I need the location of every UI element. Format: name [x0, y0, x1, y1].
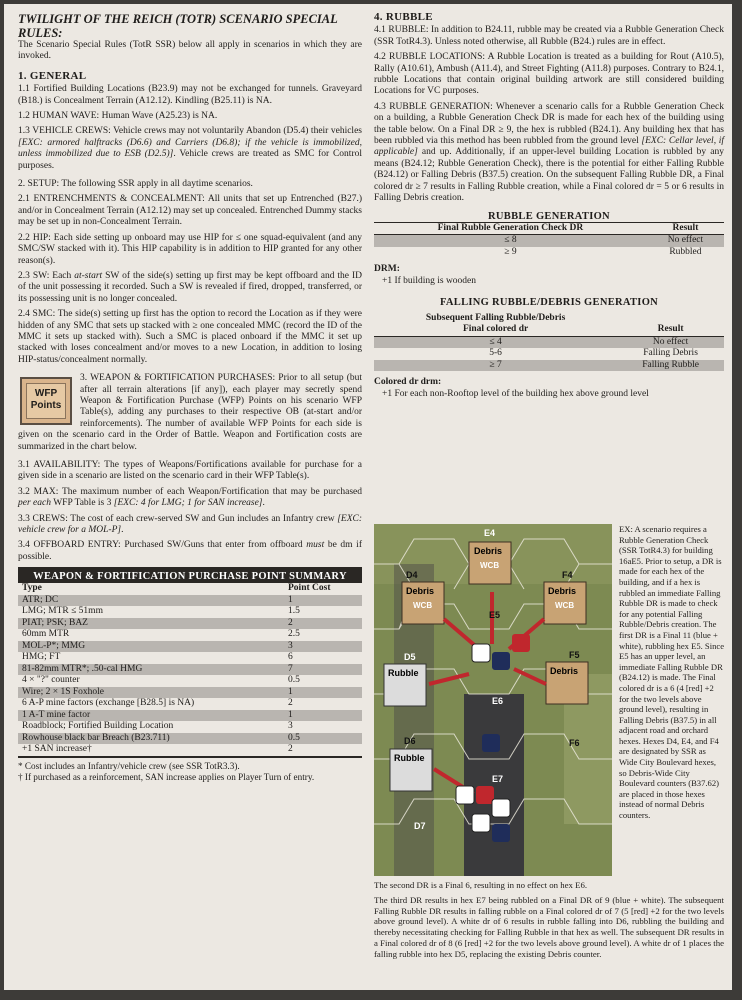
fr-dr: 5-6: [489, 348, 502, 359]
row-cost: 6: [288, 652, 293, 663]
purchase-row: [18, 652, 362, 664]
example-third-dr: The third DR results in hex E7 being rubbled on a Final DR of 9 (blue + white). The subsequent Falling Rubble DR results in falling rubble on a Final colored dr of 7 (5 [red] +2 for the two levels above ground level). A white dr of 6 results in rubble falling into D6, rubbling the building and thereby necessitating checking for Falling Rubble in that hex as well. The subsequent DR results in a Final colored dr of 8 (6 [red] +2 for the two levels above ground level). A white dr of 1 places the falling rubble into hex D5, replacing the existing Debris counter.: [374, 894, 724, 959]
rule-2-1: 2.1 ENTRENCHMENTS & CONCEALMENT: All units that set up Entrenched (B27.) and/or in Concealment Terrain (A12.12) may set up concealed. Entrenched Dummy stacks may be set up in non-Concealment Terrain.: [18, 194, 362, 228]
colored-drm-text: +1 For each non-Rooftop level of the building hex above ground level: [382, 388, 649, 399]
rg-dr: ≥ 9: [504, 246, 517, 257]
svg-text:D5: D5: [404, 652, 416, 662]
wfp-points-icon: WFP Points: [20, 377, 72, 425]
rubble-counter-d6: [390, 749, 432, 791]
example-map: [374, 524, 612, 876]
debris-counter-d4: [402, 582, 444, 624]
purchase-row: [18, 606, 362, 618]
svg-text:D6: D6: [404, 736, 416, 746]
example-second-dr: The second DR is a Final 6, resulting in no effect on hex E6.: [374, 880, 588, 890]
col-type: Type: [22, 583, 42, 594]
row-type: HMG; FT: [22, 652, 61, 663]
svg-text:Rubble: Rubble: [394, 753, 425, 763]
svg-text:E7: E7: [492, 774, 504, 784]
row-type: Rowhouse black bar Breach (B23.711): [22, 732, 170, 743]
fr-result: Falling Debris: [643, 348, 698, 359]
rg-dr: ≤ 8: [504, 235, 517, 246]
rubble-gen-row: [374, 247, 724, 259]
map-svg: [374, 524, 612, 876]
footnote-san: † If purchased as a reinforcement, SAN increase applies on Player Turn of entry.: [18, 771, 315, 782]
row-cost: 2: [288, 744, 293, 755]
rg-col-dr: Final Rubble Generation Check DR: [437, 222, 584, 233]
row-type: MOL-P*; MMG: [22, 640, 86, 651]
fr-col-dr-a: Subsequent Falling Rubble/Debris: [425, 312, 566, 323]
purchase-point-table: [18, 567, 362, 758]
rule-4-2: 4.2 RUBBLE LOCATIONS: A Rubble Location is treated as a building for Rout (A10.5), Rally (A10.61), Ambush (A11.4), and Street Fighting (A11.8) purposes. Contrary to B24.1, rubble Locations that contain original building artwork are still considered building Locations for VC purposes.: [374, 52, 724, 97]
purchase-row: [18, 664, 362, 676]
rule-4-1: 4.1 RUBBLE: In addition to B24.11, rubble may be created via a Rubble Generation Check (SSR TotR4.3). Unless noted otherwise, all Rubble (B24.) rules are in effect.: [374, 25, 724, 47]
falling-rubble-row: [374, 348, 724, 360]
rule-1-3: 1.3 VEHICLE CREWS: Vehicle crews may not voluntarily Abandon (D5.4) their vehicles [EXC: armored halftracks (D6.6) and Carriers (D6.8); if the vehicle is immobilized, unless immobilized due to ESB (D2.5)]. Vehicle crews are treated as SMC for Control purposes.: [18, 126, 362, 171]
fr-col-result: Result: [657, 324, 684, 335]
purchase-table-title: WEAPON & FORTIFICATION PURCHASE POINT SUMMARY: [18, 568, 362, 583]
row-cost: 0.5: [288, 732, 300, 743]
svg-text:Debris: Debris: [550, 666, 579, 676]
purchase-row: [18, 710, 362, 722]
building-e6-e7: [464, 694, 524, 876]
rule-2-2: 2.2 HIP: Each side setting up onboard may use HIP for ≤ one squad-equivalent (and any SMC/SW stacked with it). This HIP capability is in addition to HIP granted for any other reason(s).: [18, 232, 362, 266]
svg-text:E4: E4: [484, 528, 496, 538]
rule-3-4: 3.4 OFFBOARD ENTRY: Purchased SW/Guns that enter from offboard must be dm if possible.: [18, 540, 362, 562]
row-cost: 1.5: [288, 606, 300, 617]
purchase-row: [18, 629, 362, 641]
rubble-counter-d5: [384, 664, 426, 706]
row-cost: 2: [288, 617, 293, 628]
rule-2-4: 2.4 SMC: The side(s) setting up first has the option to record the Location as if they were hidden of any SMC that sets up stacked with ≥ one concealed MMC (record the ID of the MMC it sets up stacked with). Such a SMC is placed onboard if the MMC it set up stacked with loses concealment and/or moves to a new Location, in addition to losing HIP-status/concealment normally.: [18, 309, 362, 365]
rule-2-3: 2.3 SW: Each at-start SW of the side(s) setting up first may be kept offboard and the ID of the unit possessing it recorded. Such a SW is revealed if fired, dropped, transferred, or its possessing unit is no longer concealed.: [18, 270, 362, 304]
row-cost: 1: [288, 686, 293, 697]
rulebook-page: [4, 4, 732, 990]
fr-result: No effect: [652, 336, 689, 347]
row-cost: 0.5: [288, 675, 300, 686]
rule-2: 2. SETUP: The following SSR apply in all daytime scenarios.: [18, 179, 253, 190]
svg-text:Rubble: Rubble: [388, 668, 419, 678]
row-type: 60mm MTR: [22, 629, 70, 640]
drm-heading: DRM:: [374, 264, 400, 275]
rule-3-text: 3. WEAPON & FORTIFICATION PURCHASES: Prior to all setup (but after all terrain alterations [if any]), each player may secretly spend Weapon & Fortification Purchase (WFP) Points on his scenario WFP Table(s), adding any purchases to their respective OB (at-start and/or reinforcements). The number of available WFP Points for each side is given on the scenario card in the Order of Battle. Weapon and Fortification costs are summarized in the chart below.: [18, 373, 362, 452]
falling-rubble-row: [374, 336, 724, 348]
fr-result: Falling Rubble: [642, 359, 699, 370]
drm-text: +1 If building is wooden: [382, 275, 477, 286]
falling-rubble-title: FALLING RUBBLE/DEBRIS GENERATION: [439, 297, 659, 309]
rule-4-3: 4.3 RUBBLE GENERATION: Whenever a scenario calls for a Rubble Generation Check on a building, a Rubble Generation Check DR is made for each hex of the building using the table below. On a Final DR ≥ 9, the hex is rubbled (B24.1). Any building hex that has been rubbled via this method has been rubbled from the ground level [EXC: Cellar level, if applicable] and up. Additionally, if an upper-level building Location is rubbled by any means (B24.12; Rubble Generation Check), there is the potential for either Falling Rubble (B24.12) or Falling Debris (B37.5) creation. On the subsequent Falling Rubble DR, a Final colored dr ≥ 7 results in Falling Rubble creation, while a Final colored dr = 5 or 6 results in Falling Debris creation.: [374, 101, 724, 204]
colored-drm-heading: Colored dr drm:: [374, 377, 442, 388]
svg-text:F6: F6: [569, 738, 580, 748]
section-4-heading: 4. RUBBLE: [374, 11, 433, 23]
svg-text:Debris: Debris: [406, 586, 435, 596]
rg-col-result: Result: [672, 222, 699, 233]
svg-text:WCB: WCB: [555, 601, 575, 610]
rubble-gen-row: [374, 235, 724, 247]
svg-text:E6: E6: [492, 696, 504, 706]
row-cost: 2: [288, 698, 293, 709]
purchase-row: [18, 733, 362, 745]
rule-1-1: 1.1 Fortified Building Locations (B23.9) may not be exchanged for tunnels. Graveyard (B18.) is Concealment Terrain (A12.12). Kindling (B25.11) is NA.: [18, 84, 362, 106]
purchase-row: [18, 618, 362, 630]
rg-result: No effect: [667, 235, 704, 246]
rule-3-1: 3.1 AVAILABILITY: The types of Weapons/Fortifications available for purchase for a given side in a scenario are listed on the scenario card in their WFP Table(s).: [18, 460, 362, 482]
rubble-gen-table: [374, 222, 724, 259]
rule-1-2: 1.2 HUMAN WAVE: Human Wave (A25.23) is NA.: [18, 111, 218, 122]
row-cost: 1: [288, 709, 293, 720]
row-type: Roadblock; Fortified Building Location: [22, 721, 174, 732]
intro-text: The Scenario Special Rules (TotR SSR) below all apply in scenarios in which they are invoked.: [18, 40, 362, 62]
row-type: ATR; DC: [22, 594, 59, 605]
row-type: PIAT; PSK; BAZ: [22, 617, 88, 628]
row-cost: 3: [288, 721, 293, 732]
svg-text:Debris: Debris: [474, 546, 503, 556]
svg-text:F4: F4: [562, 570, 573, 580]
debris-counter-e4: [469, 542, 511, 584]
purchase-row: [18, 641, 362, 653]
svg-text:Debris: Debris: [548, 586, 577, 596]
rule-3-2: 3.2 MAX: The maximum number of each Weapon/Fortification that may be purchased per each WFP Table is 3 [EXC: 4 for LMG; 1 for SAN increase].: [18, 486, 362, 509]
svg-text:WCB: WCB: [413, 601, 433, 610]
footnote-crew: * Cost includes an Infantry/vehicle crew (see SSR TotR3.3).: [18, 760, 240, 771]
fr-col-dr-b: Final colored dr: [462, 324, 529, 335]
page-title: TWILIGHT OF THE REICH (TOTR) SCENARIO SPECIAL RULES:: [18, 12, 338, 40]
row-type: 1 A-T mine factor: [22, 709, 91, 720]
left-column: [18, 12, 362, 783]
debris-counter-f5: [546, 662, 588, 704]
row-type: +1 SAN increase†: [22, 744, 92, 755]
svg-text:D4: D4: [406, 570, 418, 580]
row-type: LMG; MTR ≤ 51mm: [22, 606, 103, 617]
rule-3-3: 3.3 CREWS: The cost of each crew-served SW and Gun includes an Infantry crew [EXC: vehicle crew for a MOL-P].: [18, 513, 362, 536]
svg-text:F5: F5: [569, 650, 580, 660]
purchase-row: [18, 595, 362, 607]
purchase-row: [18, 698, 362, 710]
svg-text:D7: D7: [414, 821, 426, 831]
rubble-gen-title: RUBBLE GENERATION: [488, 210, 610, 222]
row-cost: 2.5: [288, 629, 300, 640]
row-type: 81-82mm MTR*; .50-cal HMG: [22, 663, 143, 674]
row-cost: 7: [288, 663, 293, 674]
example-text: EX: A scenario requires a Rubble Generation Check (SSR TotR4.3) for building 16aE5. Prior to setup, a DR is made for each hex of the building, and if a hex is rubbled an immediate Falling Rubble DR is made to check for any potential Falling Rubble/Debris creation. The first DR is a Final 11 (blue + white), rubbling hex E5. Since E5 has an upper level, an immediate Falling Rubble DR (B24.12) is made. The Final colored dr is a 6 (4 [red] +2 for the two levels above ground level), resulting in Falling Debris (B37.5) in all adjacent road and orchard hexes. Hexes D4, E4, and F4 are designated by SSR as Wide City Boulevard hexes, so Debris-Wide City Boulevard counters (B37.62) are placed in those hexes instead of normal Debris counters.: [619, 524, 725, 821]
example-continuation: [374, 880, 724, 964]
debris-counter-f4: [544, 582, 586, 624]
falling-rubble-table: [374, 313, 724, 372]
row-type: 6 A-P mine factors (exchange [B28.5] is NA): [22, 698, 195, 709]
purchase-row: [18, 675, 362, 687]
col-cost: Point Cost: [288, 583, 331, 594]
purchase-row: [18, 744, 362, 757]
row-type: Wire; 2 × 1S Foxhole: [22, 686, 105, 697]
fr-dr: ≤ 4: [489, 336, 502, 347]
purchase-row: [18, 721, 362, 733]
fr-dr: ≥ 7: [489, 359, 502, 370]
row-cost: 1: [288, 594, 293, 605]
right-column: [374, 11, 725, 959]
rule-3: [18, 373, 362, 453]
row-type: 4 × "?" counter: [22, 675, 80, 686]
rg-result: Rubbled: [669, 246, 702, 257]
purchase-row: [18, 687, 362, 699]
svg-text:WCB: WCB: [480, 561, 500, 570]
falling-rubble-row: [374, 360, 724, 372]
svg-text:E5: E5: [489, 610, 501, 620]
row-cost: 3: [288, 640, 293, 651]
section-1-heading: 1. GENERAL: [18, 69, 87, 82]
